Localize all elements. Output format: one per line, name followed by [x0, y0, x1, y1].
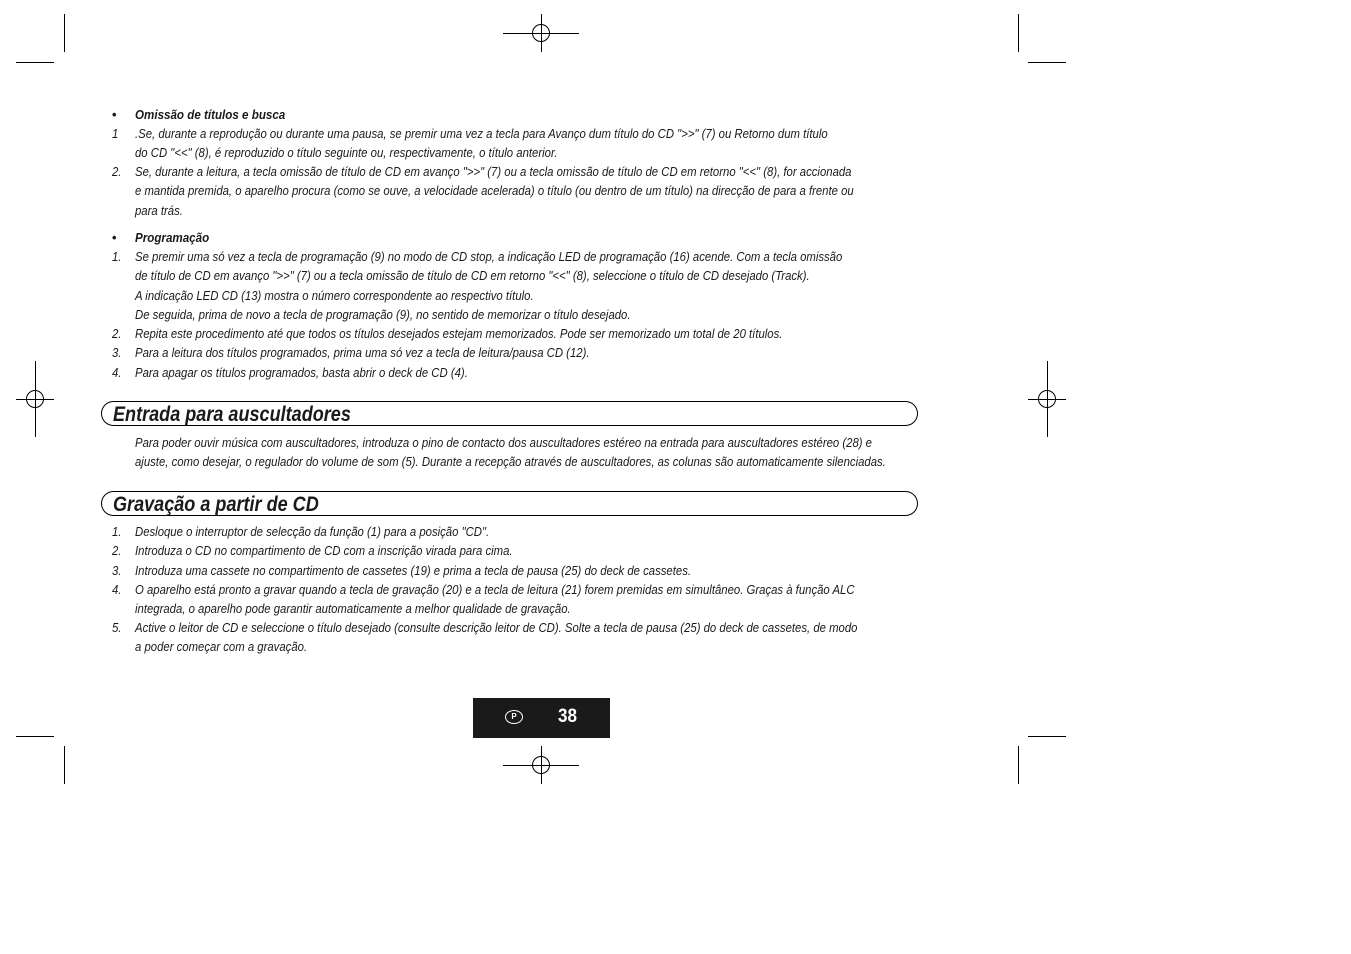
item-text: e mantida premida, o aparelho procura (como se ouve, a velocidade acelerada) o título (ou dentro de um título) na direcção de para a frente ou	[135, 183, 854, 198]
item-text: .Se, durante a reprodução ou durante uma pausa, se premir uma vez a tecla para Avanço dum título do CD ">>" (7) ou Retorno dum título	[135, 126, 828, 141]
item-text: Para a leitura dos títulos programados, prima uma só vez a tecla de leitura/pausa CD (12).	[135, 345, 590, 360]
bullet: •	[112, 230, 117, 245]
item-number: 3.	[112, 563, 122, 578]
item-text: Active o leitor de CD e seleccione o título desejado (consulte descrição leitor de CD). Solte a tecla de pausa (25) do deck de cassetes, de modo	[135, 620, 858, 635]
item-text: Introduza o CD no compartimento de CD com a inscrição virada para cima.	[135, 543, 513, 558]
item-number: 5.	[112, 620, 122, 635]
item-text: de título de CD em avanço ">>" (7) ou a tecla omissão de título de CD em retorno "<<" (8), seleccione o título de CD desejado (Track).	[135, 268, 810, 283]
item-text: Para apagar os títulos programados, basta abrir o deck de CD (4).	[135, 365, 468, 380]
item-text: Desloque o interruptor de selecção da função (1) para a posição "CD".	[135, 524, 490, 539]
section-header-gravacao	[101, 491, 918, 516]
page-footer	[473, 698, 610, 738]
item-number: 1.	[112, 524, 122, 539]
item-text: O aparelho está pronto a gravar quando a tecla de gravação (20) e a tecla de leitura (21) forem premidas em simultâneo. Graças à função ALC	[135, 582, 855, 597]
subsection-heading: Programação	[135, 230, 210, 245]
subsection-heading: Omissão de títulos e busca	[135, 107, 286, 122]
item-text: Se premir uma só vez a tecla de programação (9) no modo de CD stop, a indicação LED de programação (16) acende. Com a tecla omissão	[135, 249, 843, 264]
item-number: 4.	[112, 365, 122, 380]
item-text: integrada, o aparelho pode garantir automaticamente a melhor qualidade de gravação.	[135, 601, 571, 616]
item-number: 1	[112, 126, 119, 141]
paragraph-line: Para poder ouvir música com auscultadores, introduza o pino de contacto dos auscultadores estéreo na entrada para auscultadores estéreo (28) e	[135, 435, 872, 450]
item-text: De seguida, prima de novo a tecla de programação (9), no sentido de memorizar o título desejado.	[135, 307, 631, 322]
page-number: 38	[558, 706, 578, 727]
item-number: 2.	[112, 164, 122, 179]
item-text: Se, durante a leitura, a tecla omissão de título de CD em avanço ">>" (7) ou a tecla omissão de título de CD em retorno "<<" (8), for accionada	[135, 164, 852, 179]
language-badge: P	[505, 710, 523, 724]
item-text: Repita este procedimento até que todos os títulos desejados estejam memorizados. Pode ser memorizado um total de 20 títulos.	[135, 326, 783, 341]
item-number: 3.	[112, 345, 122, 360]
item-text: Introduza uma cassete no compartimento de cassetes (19) e prima a tecla de pausa (25) do deck de cassetes.	[135, 563, 692, 578]
paragraph-line: ajuste, como desejar, o regulador do volume de som (5). Durante a recepção através de auscultadores, as colunas são automaticamente silenciadas.	[135, 454, 886, 469]
item-text: a poder começar com a gravação.	[135, 639, 308, 654]
section-title: Entrada para auscultadores	[113, 403, 351, 426]
item-text: para trás.	[135, 203, 183, 218]
item-number: 2.	[112, 326, 122, 341]
item-number: 1.	[112, 249, 122, 264]
bullet: •	[112, 107, 117, 122]
item-number: 4.	[112, 582, 122, 597]
item-number: 2.	[112, 543, 122, 558]
section-header-auscultadores	[101, 401, 918, 426]
item-text: do CD "<<" (8), é reproduzido o título seguinte ou, respectivamente, o título anterior.	[135, 145, 558, 160]
section-title: Gravação a partir de CD	[113, 493, 319, 516]
item-text: A indicação LED CD (13) mostra o número correspondente ao respectivo título.	[135, 288, 534, 303]
